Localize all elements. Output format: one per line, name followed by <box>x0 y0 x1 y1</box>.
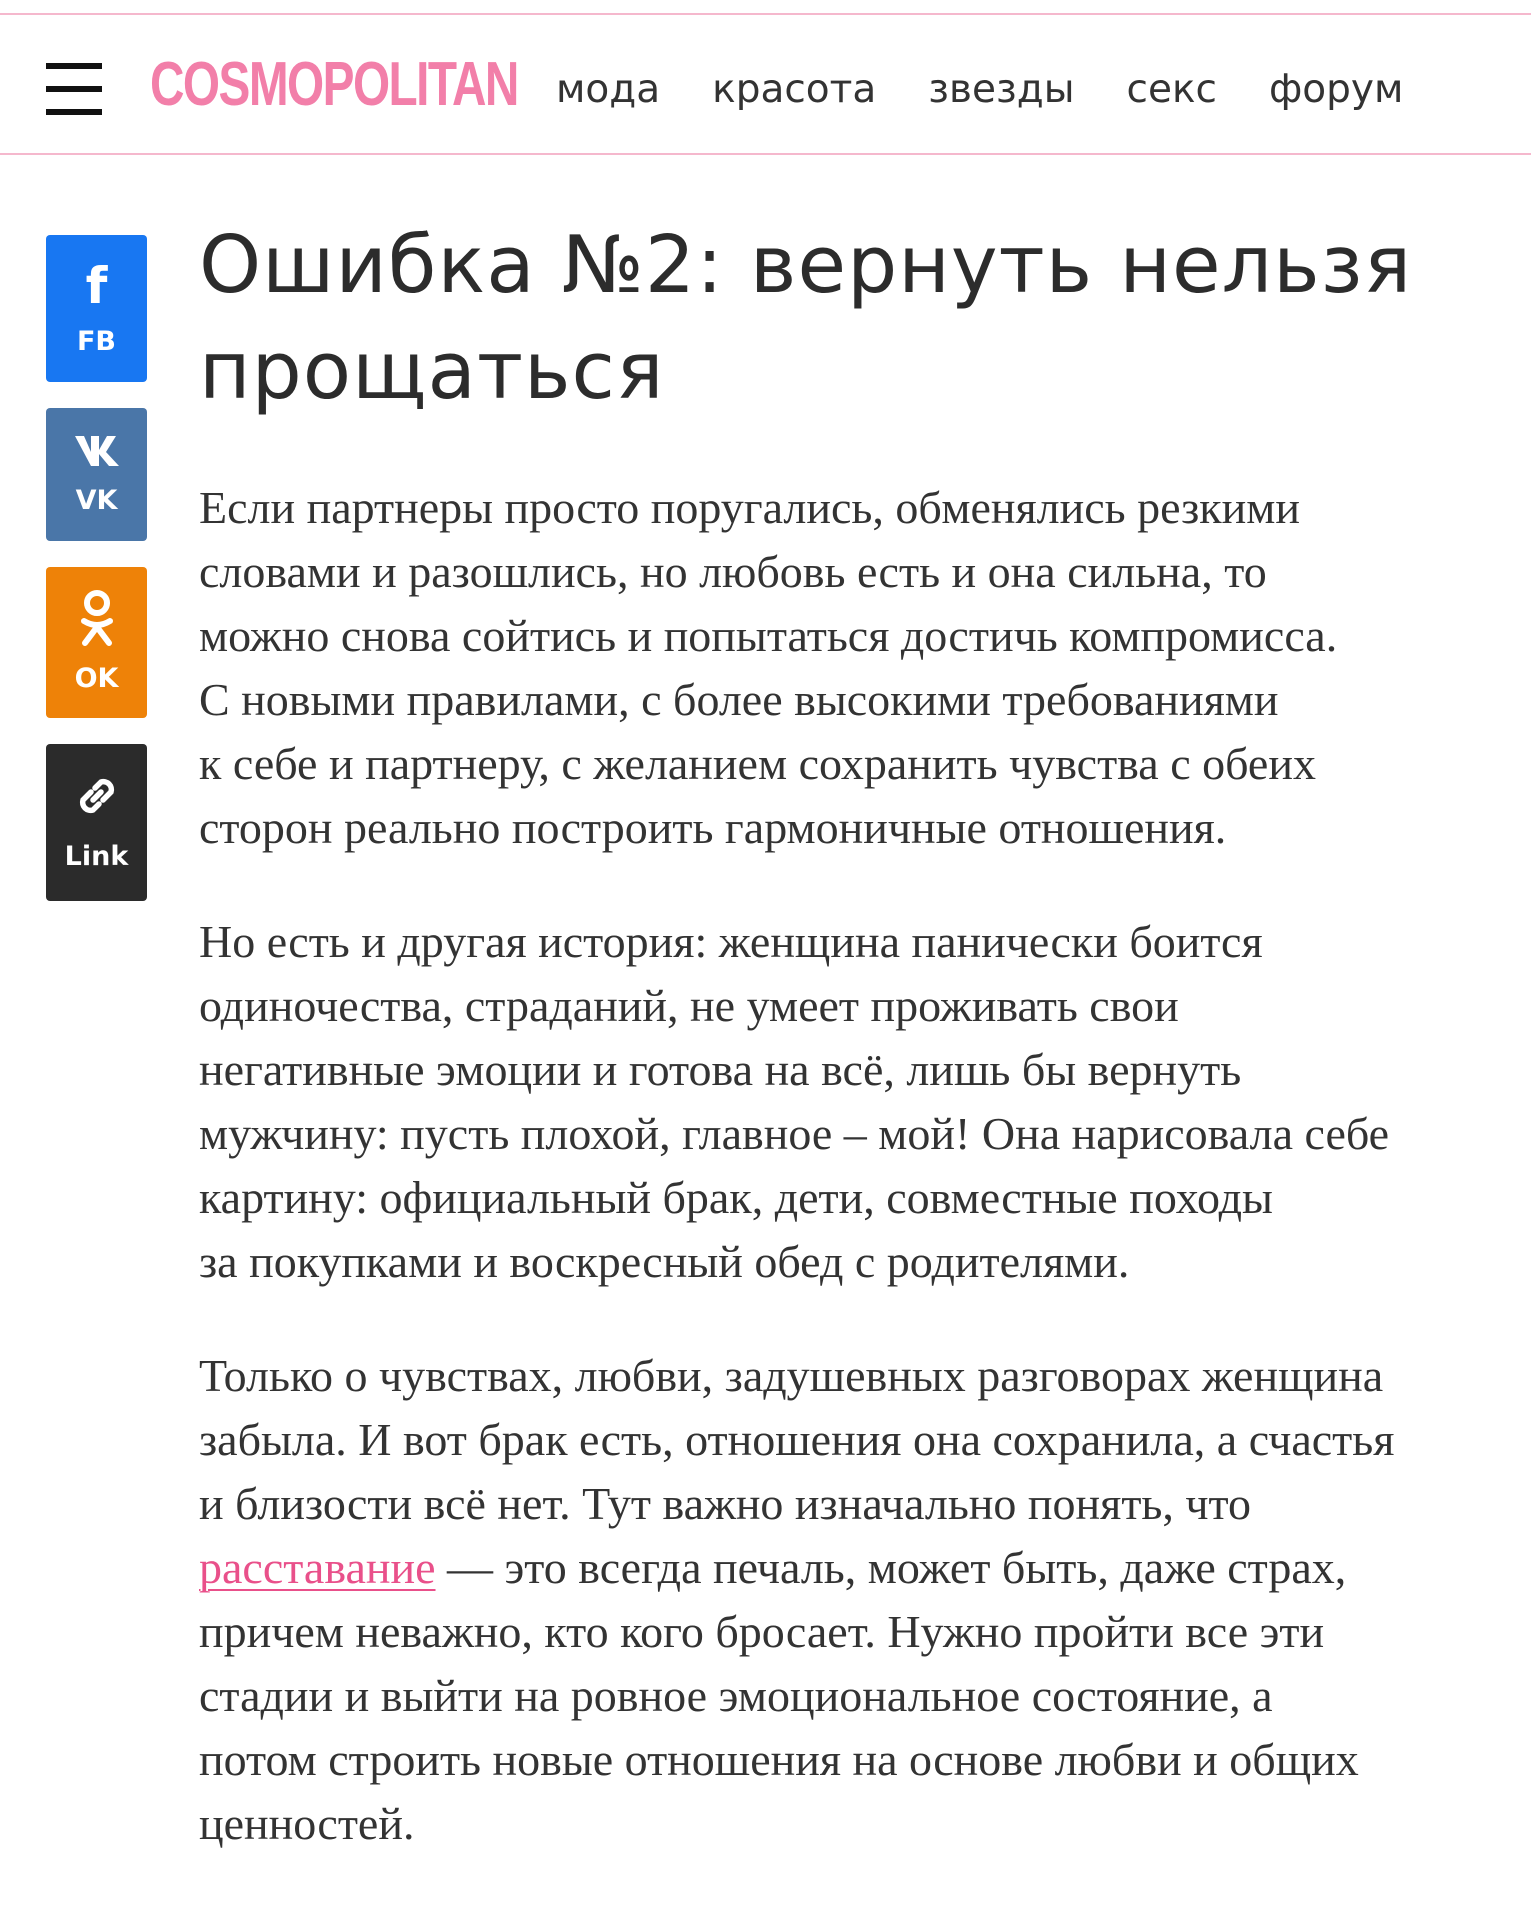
text-line: потом строить новые отношения на основе любви и общих <box>199 1734 1359 1785</box>
nav-item-seks[interactable]: секс <box>1126 67 1217 112</box>
text-line <box>199 1536 1499 1600</box>
menu-icon[interactable] <box>46 63 102 115</box>
text-line: забыла. И вот брак есть, отношения она сохранила, а счастья <box>199 1414 1395 1465</box>
heading-line: Ошибка №2: вернуть нельзя <box>199 219 1413 311</box>
site-logo[interactable]: COSMOPOLITAN <box>150 50 518 119</box>
text-line: к себе и партнеру, с желанием сохранить чувства с обеих <box>199 738 1316 789</box>
text-line: Только о чувствах, любви, задушевных разговорах женщина <box>199 1350 1384 1401</box>
nav-item-forum[interactable]: форум <box>1268 67 1404 112</box>
rasstavanie-link[interactable]: расставание <box>199 1542 436 1593</box>
odnoklassniki-icon <box>46 589 147 649</box>
text-line: за покупками и воскресный обед с родителями. <box>199 1236 1130 1287</box>
text-fragment: — это всегда печаль, может быть, даже страх, <box>435 1542 1347 1593</box>
link-icon <box>46 768 147 828</box>
heading-line: прощаться <box>199 325 665 417</box>
site-header <box>0 13 1531 155</box>
text-line: негативные эмоции и готова на всё, лишь бы вернуть <box>199 1044 1242 1095</box>
share-ok-label: OK <box>74 663 119 694</box>
share-ok-button[interactable] <box>46 567 147 718</box>
share-facebook-button[interactable] <box>46 235 147 382</box>
text-line: стадии и выйти на ровное эмоциональное состояние, а <box>199 1670 1273 1721</box>
text-line: словами и разошлись, но любовь есть и она сильна, то <box>199 546 1267 597</box>
text-line: Но есть и другая история: женщина панически боится <box>199 916 1263 967</box>
facebook-icon: f <box>85 257 108 315</box>
text-line: сторон реально построить гармоничные отношения. <box>199 802 1227 853</box>
article-paragraph-2 <box>199 910 1499 1294</box>
vk-icon <box>46 430 147 470</box>
article-body <box>199 212 1499 1906</box>
text-line: одиночества, страданий, не умеет проживать свои <box>199 980 1179 1031</box>
text-line: С новыми правилами, с более высокими требованиями <box>199 674 1279 725</box>
text-line: и близости всё нет. Тут важно изначально понять, что <box>199 1478 1252 1529</box>
share-facebook-label: FB <box>76 326 117 357</box>
article-paragraph-1 <box>199 476 1499 860</box>
main-nav <box>556 67 1455 113</box>
share-vk-label: VK <box>75 485 118 516</box>
share-vk-button[interactable] <box>46 408 147 541</box>
text-line: мужчину: пусть плохой, главное – мой! Она нарисовала себе <box>199 1108 1390 1159</box>
nav-item-moda[interactable]: мода <box>556 67 661 112</box>
text-line: картину: официальный брак, дети, совместные походы <box>199 1172 1273 1223</box>
text-line: можно снова сойтись и попытаться достичь компромисса. <box>199 610 1338 661</box>
nav-item-zvezdy[interactable]: звезды <box>928 67 1075 112</box>
nav-item-krasota[interactable]: красота <box>712 67 877 112</box>
text-line: причем неважно, кто кого бросает. Нужно пройти все эти <box>199 1606 1325 1657</box>
share-link-label: Link <box>64 841 129 872</box>
article-paragraph-3 <box>199 1344 1499 1856</box>
text-line: ценностей. <box>199 1798 415 1849</box>
article-heading <box>199 212 1499 424</box>
text-line: Если партнеры просто поругались, обменялись резкими <box>199 482 1300 533</box>
share-link-button[interactable] <box>46 744 147 901</box>
